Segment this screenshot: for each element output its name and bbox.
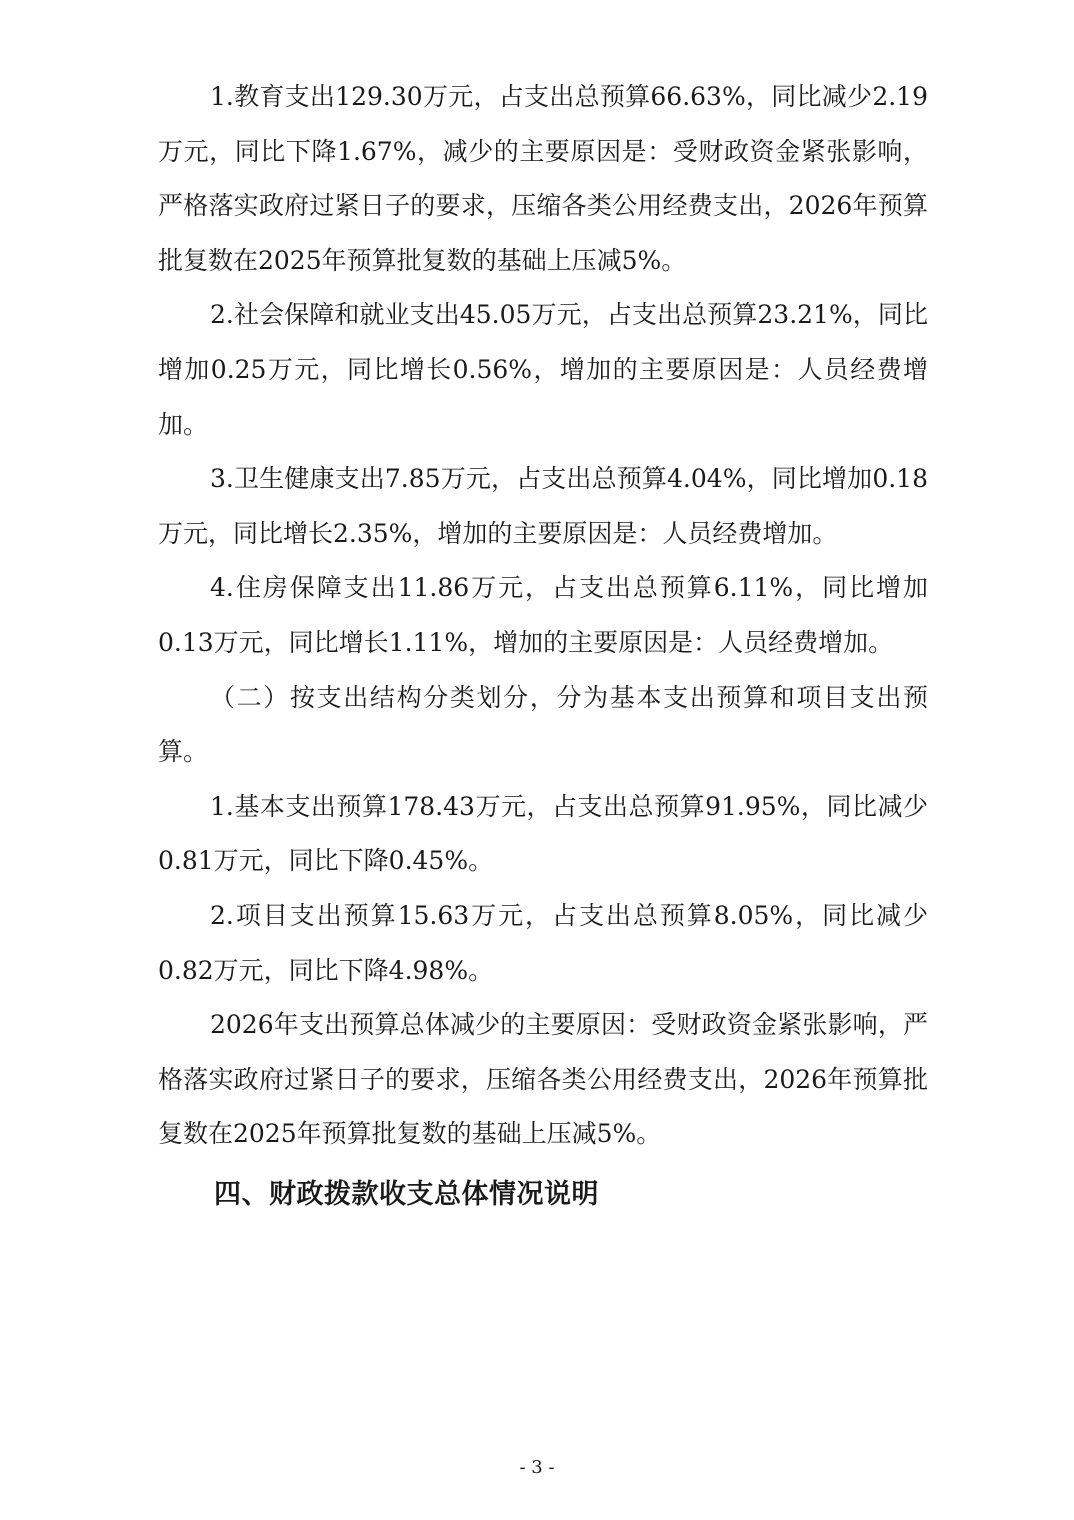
paragraph-project-expenditure: 2.项目支出预算15.63万元，占支出总预算8.05%，同比减少0.82万元，同比下降4.98%。 (158, 900, 928, 985)
paragraph-housing-expenditure: 4.住房保障支出11.86万元，占支出总预算6.11%，同比增加0.13万元，同比增长1.11%，增加的主要原因是：人员经费增加。 (158, 573, 928, 657)
paragraph-education-expenditure: 1.教育支出129.30万元，占支出总预算66.63%，同比减少2.19万元，同比下降1.67%，减少的主要原因是：受财政资金紧张影响，严格落实政府过紧日子的要求，压缩各类公用经费支出，2026年预算批复数在2025年预算批复数的基础上压减5%。 (158, 82, 928, 275)
page-number: - 3 - (519, 1457, 555, 1478)
section-heading: 四、财政拨款收支总体情况说明 (214, 1179, 599, 1210)
paragraph-overall-reduction-reason: 2026年支出预算总体减少的主要原因：受财政资金紧张影响，严格落实政府过紧日子的要求，压缩各类公用经费支出，2026年预算批复数在2025年预算批复数的基础上压减5%。 (158, 1010, 928, 1149)
paragraph-basic-expenditure: 1.基本支出预算178.43万元，占支出总预算91.95%，同比减少0.81万元，同比下降0.45%。 (158, 791, 928, 876)
paragraph-social-security-expenditure: 2.社会保障和就业支出45.05万元，占支出总预算23.21%，同比增加0.25万元，同比增长0.56%，增加的主要原因是：人员经费增加。 (158, 300, 928, 439)
paragraph-health-expenditure: 3.卫生健康支出7.85万元，占支出总预算4.04%，同比增加0.18万元，同比增长2.35%，增加的主要原因是：人员经费增加。 (158, 464, 928, 548)
paragraph-structure-classification: （二）按支出结构分类划分，分为基本支出预算和项目支出预算。 (158, 682, 928, 767)
body-text (158, 70, 928, 1162)
